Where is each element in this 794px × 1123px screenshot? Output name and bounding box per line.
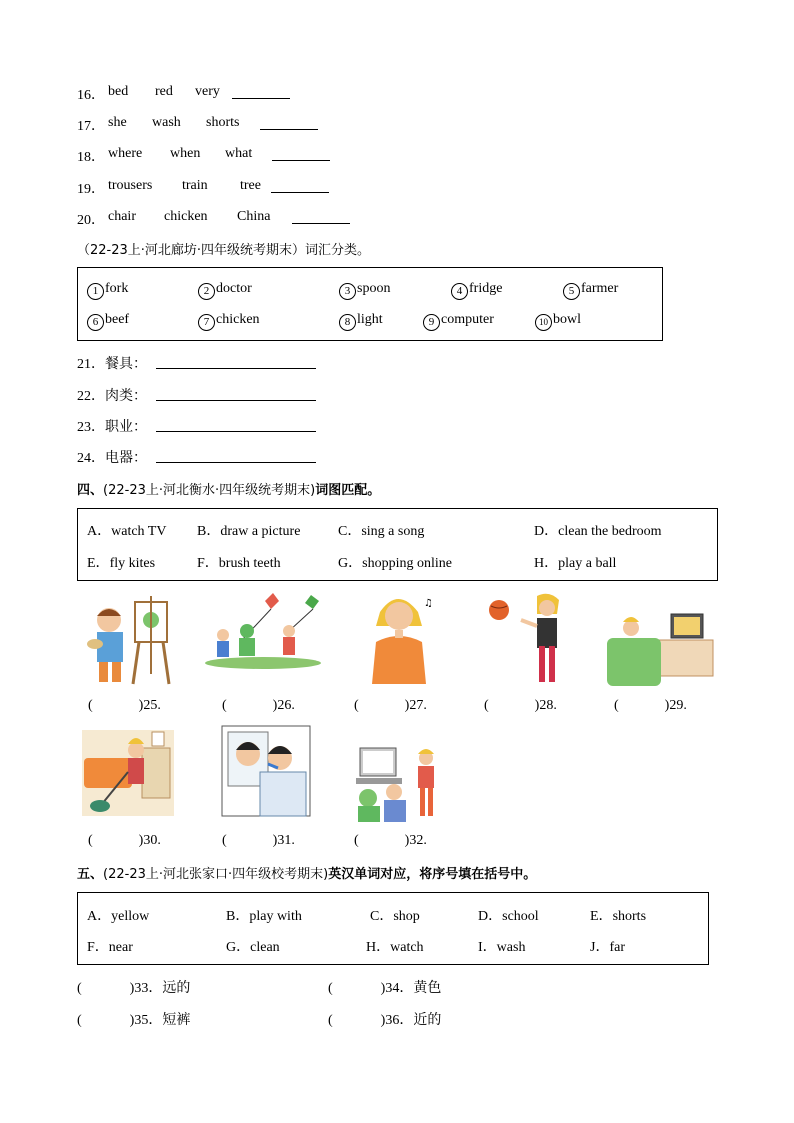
option-item: 1 fork: [87, 281, 128, 300]
answer-blank[interactable]: [156, 388, 316, 401]
shopping-online-computer-icon: [354, 742, 446, 824]
option-item: 7 chicken: [198, 312, 260, 331]
option-item: 10 bowl: [535, 312, 581, 331]
kids-flying-kites-icon: [203, 591, 323, 671]
option-item: 8 light: [339, 312, 383, 331]
answer-blank[interactable]: [272, 148, 330, 161]
option-item: 4 fridge: [451, 281, 502, 300]
option-item: 3 spoon: [339, 281, 390, 300]
classify-heading: （22-23上·河北廊坊·四年级统考期末）词汇分类。: [77, 243, 371, 258]
question-36: ( )36．近的: [328, 1012, 442, 1028]
answer-blank[interactable]: [271, 180, 329, 193]
answer-blank[interactable]: [156, 419, 316, 432]
girl-singing-icon: [368, 590, 438, 685]
option-item: 5 farmer: [563, 281, 618, 300]
section4-heading: 四、(22-23上·河北衡水·四年级统考期末)词图匹配。: [77, 483, 381, 498]
answer-blank[interactable]: [260, 117, 318, 130]
question-34: ( )34．黄色: [328, 980, 442, 996]
girl-painting-easel-icon: [85, 594, 177, 686]
girl-playing-ball-icon: [487, 590, 567, 685]
answer-blank[interactable]: [232, 86, 290, 99]
svg-text:♫: ♫: [424, 598, 433, 609]
option-item: 6 beef: [87, 312, 129, 331]
question-35: ( )35．短裤: [77, 1012, 191, 1028]
section5-heading: 五、(22-23上·河北张家口·四年级校考期末)英汉单词对应，将序号填在括号中。: [77, 867, 537, 882]
option-item: 9 computer: [423, 312, 494, 331]
option-item: 2 doctor: [198, 281, 252, 300]
answer-blank[interactable]: [156, 356, 316, 369]
question-33: ( )33．远的: [77, 980, 191, 996]
boys-brushing-teeth-icon: [220, 724, 312, 818]
girl-vacuuming-icon: [82, 728, 174, 818]
answer-blank[interactable]: [156, 450, 316, 463]
answer-blank[interactable]: [292, 211, 350, 224]
girl-watching-tv-icon: [605, 604, 715, 688]
